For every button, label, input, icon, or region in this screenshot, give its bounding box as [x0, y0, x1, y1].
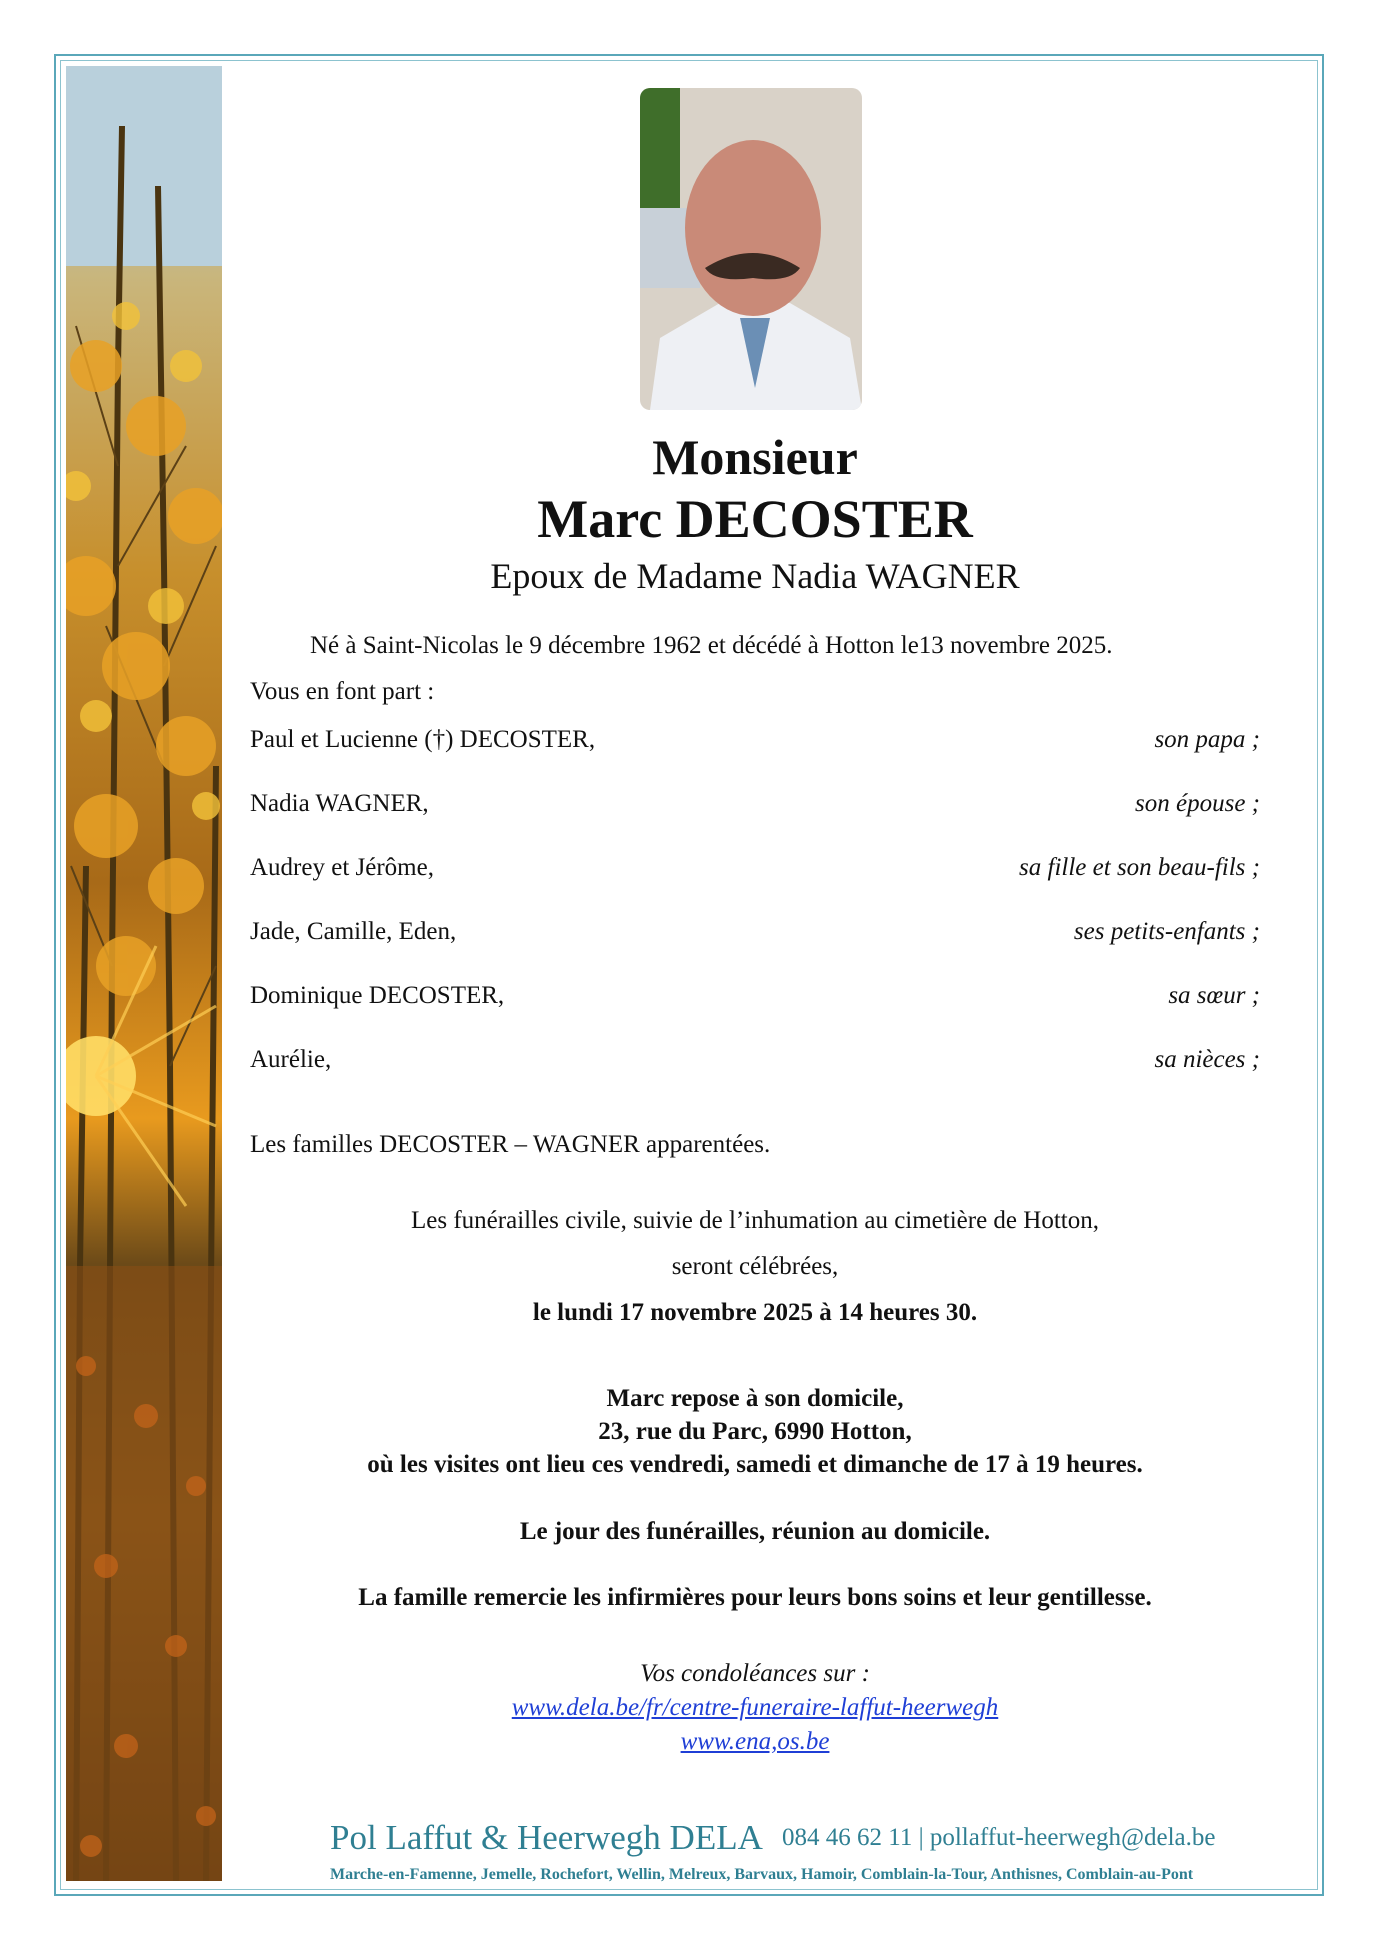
condolences-link-1-wrap: [250, 1694, 1260, 1722]
thanks-line: La famille remercie les infirmières pour leurs bons soins et leur gentillesse.: [358, 1584, 1152, 1611]
relative-names: Audrey et Jérôme,: [250, 854, 434, 881]
rest-line-1: Marc repose à son domicile,: [606, 1385, 904, 1412]
autumn-forest-image: [66, 66, 222, 1881]
honorific: Monsieur: [652, 429, 858, 485]
relative-row: [250, 726, 1260, 754]
relative-row: [250, 854, 1260, 882]
funeral-home-logo: Pol Laffut & Heerwegh DELA: [330, 1818, 763, 1857]
rest-line-2: 23, rue du Parc, 6990 Hotton,: [598, 1418, 912, 1445]
relative-role: sa sœur ;: [1168, 982, 1260, 1009]
relative-names: Paul et Lucienne (†) DECOSTER,: [250, 726, 596, 753]
condolences-link-dela[interactable]: www.dela.be/fr/centre-funeraire-laffut-heerwegh: [511, 1694, 999, 1721]
funeral-line-1: Les funérailles civile, suivie de l’inhumation au cimetière de Hotton,: [411, 1207, 1099, 1234]
relative-row: [250, 790, 1260, 818]
relative-role: sa nièces ;: [1154, 1046, 1260, 1073]
relative-names: Nadia WAGNER,: [250, 790, 429, 817]
families-line: Les familles DECOSTER – WAGNER apparentées.: [250, 1131, 771, 1158]
funeral-home-contact: 084 46 62 11 | pollaffut-heerwegh@dela.be: [782, 1824, 1216, 1851]
relative-role: ses petits-enfants ;: [1073, 918, 1260, 945]
funeral-line-2: seront célébrées,: [671, 1253, 839, 1280]
condolences-link-enaos[interactable]: www.ena,os.be: [680, 1728, 830, 1755]
intro-line: Vous en font part :: [250, 678, 435, 705]
portrait-photo: [640, 88, 862, 410]
deceased-name: Marc DECOSTER: [537, 489, 973, 549]
relative-names: Jade, Camille, Eden,: [250, 918, 457, 945]
condolences-link-2-wrap: [250, 1728, 1260, 1756]
funeral-home-locations: Marche-en-Famenne, Jemelle, Rochefort, Wellin, Melreux, Barvaux, Hamoir, Comblain-la-Tour, Anthisnes, Comblain-au-Pont: [330, 1866, 1194, 1883]
birth-death-line: Né à Saint-Nicolas le 9 décembre 1962 et décédé à Hotton le13 novembre 2025.: [310, 632, 1113, 659]
condolences-label: Vos condoléances sur :: [640, 1660, 870, 1687]
relative-names: Aurélie,: [250, 1046, 332, 1073]
relative-role: son papa ;: [1154, 726, 1260, 753]
relative-role: sa fille et son beau-fils ;: [1019, 854, 1260, 881]
relative-row: [250, 1046, 1260, 1074]
rest-line-3: où les visites ont lieu ces vendredi, samedi et dimanche de 17 à 19 heures.: [367, 1451, 1143, 1478]
spouse-line: Epoux de Madame Nadia WAGNER: [490, 556, 1020, 596]
relative-names: Dominique DECOSTER,: [250, 982, 505, 1009]
relative-role: son épouse ;: [1135, 790, 1260, 817]
funeral-date: le lundi 17 novembre 2025 à 14 heures 30.: [532, 1299, 978, 1326]
relative-row: [250, 982, 1260, 1010]
gathering-line: Le jour des funérailles, réunion au domicile.: [519, 1518, 991, 1545]
relative-row: [250, 918, 1260, 946]
